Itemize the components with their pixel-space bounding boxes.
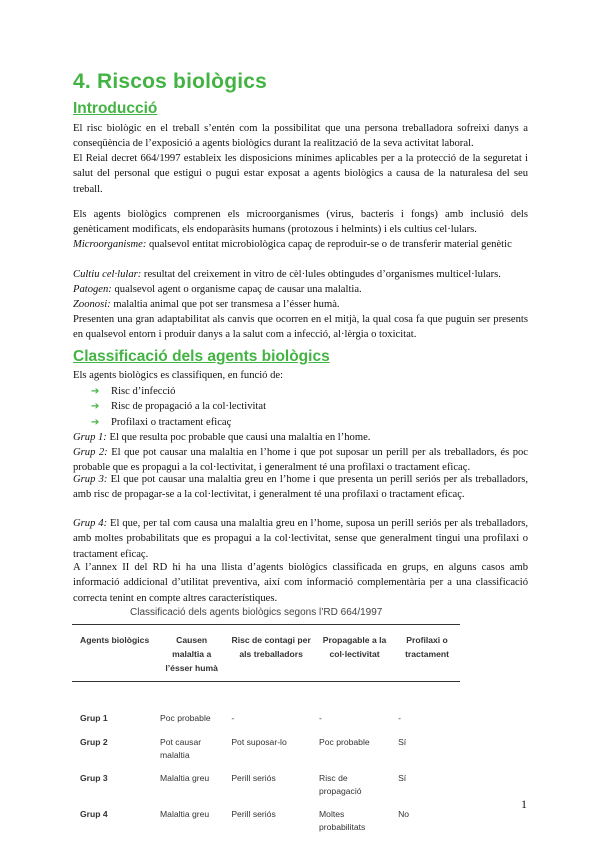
table-row [72, 682, 460, 737]
group-term: Grup 3: [73, 474, 108, 485]
group-term: Grup 1: [73, 432, 107, 443]
definition-term: Patogen: [73, 284, 112, 295]
table-cell: Risc de propagació [319, 773, 362, 796]
table-cell: Perill seriós [231, 773, 276, 783]
column-header: Profilaxi o tractament [405, 635, 450, 659]
table-cell: Malaltia greu [160, 773, 210, 783]
arrow-right-icon: ➔ [91, 386, 100, 397]
column-header: Risc de contagi per als treballadors [231, 635, 311, 659]
group-term: Grup 4: [73, 518, 108, 529]
list-item [91, 415, 266, 430]
definition-text: qualsevol entitat microbiològica capaç de reproduir-se o de transferir material genètic [146, 239, 512, 250]
group-term: Grup 2: [73, 447, 108, 458]
definition-term: Cultiu cel·lular: [73, 269, 142, 280]
intro-paragraph-3: Els agents biològics comprenen els microorganismes (virus, bacteris i fongs) amb inclusió dels genèticament modificats, els endoparàsits humans (protozous i helmints) i els cultius cel·lulars. [73, 209, 528, 236]
table-cell: - [319, 713, 322, 723]
table-cell: Malaltia greu [160, 809, 210, 819]
group-4-description [73, 516, 528, 562]
list-item [91, 399, 266, 414]
table-cell: Pot suposar-lo [231, 737, 287, 747]
criterion-label: Risc d’infecció [111, 386, 176, 397]
table-cell: Moltes probabilitats [319, 809, 366, 832]
definition-text: malaltia animal que pot ser transmesa a l’ésser humà. [110, 299, 340, 310]
table-cell: Perill seriós [231, 809, 276, 819]
table-cell: - [231, 713, 235, 723]
table-header-row [72, 625, 460, 682]
arrow-right-icon: ➔ [91, 416, 100, 428]
intro-paragraph-1: El risc biològic en el treball s’entén com la possibilitat que una persona treballadora sofreixi danys a conseqüència de l’exposició a agents biològics durant la realització de la seva activitat laboral. [73, 123, 528, 150]
annex-paragraph: A l’annex II del RD hi ha una llista d’agents biològics classificada en grups, en alguns casos amb informació addicional d’utilitat preventiva, així com informació complementària per a una classificació correcta tenint en compte altres característiques. [73, 562, 528, 604]
group-text: El que pot causar una malaltia en l’home i que pot suposar un perill per als treballadors, és poc probable que es propagui a la col·lectivitat, i generalment té una profilaxi o tractament eficaç. [73, 447, 529, 474]
table-cell: No [398, 809, 410, 819]
page-number: 1 [521, 797, 527, 811]
criterion-label: Profilaxi o tractament eficaç [111, 416, 232, 428]
classification-table [72, 624, 460, 844]
list-item [91, 384, 266, 399]
group-text: El que, per tal com causa una malaltia greu en l’home, suposa un perill seriós per als treballadors, amb moltes probabilitats que es propagui a la col·lectivitat, sense que generalment tingui una profilaxi o tractament eficaç. [73, 518, 528, 560]
definition-microorganisme [73, 237, 528, 252]
table-cell: Sí [398, 773, 407, 783]
table-cell: Pot causar malaltia [160, 737, 202, 760]
intro-heading: Introducció [73, 100, 158, 117]
group-text: El que resulta poc probable que causi una malaltia en l’home. [106, 432, 371, 443]
classification-heading: Classificació dels agents biològics [73, 348, 330, 365]
intro-paragraph-4: Presenten una gran adaptabilitat als canvis que ocorren en el mitjà, la qual cosa fa que puguin ser presents en qualsevol entorn i produir danys a la salut com a infecció, al·lèrgia o toxicitat. [73, 314, 528, 341]
intro-paragraph-2: El Reial decret 664/1997 estableix les disposicions mínimes aplicables per a la protecció de la seguretat i salut del personal que estigui o pugui estar exposat a agents biològics a causa de la naturalesa del seu treball. [73, 153, 528, 195]
definition-text: resultat del creixement in vitro de cèl·lules obtingudes d’organismes multicel·lulars. [141, 269, 501, 280]
definition-term: Microorganisme: [73, 239, 147, 250]
section-heading: 4. Riscos biològics [73, 70, 268, 93]
table-cell: Grup 3 [80, 773, 108, 783]
criterion-label: Risc de propagació a la col·lectivitat [111, 401, 267, 413]
table-cell: Grup 4 [80, 809, 108, 819]
column-header: Agents biològics [80, 635, 150, 645]
group-3-description [73, 472, 528, 503]
definition-cultiu [73, 267, 528, 282]
table-cell: Sí [398, 737, 407, 747]
table-cell: Poc probable [319, 737, 370, 747]
definition-zoonosi [73, 297, 528, 312]
table-row [72, 772, 460, 808]
table-cell: Grup 1 [80, 713, 108, 723]
definition-text: qualsevol agent o organisme capaç de causar una malaltia. [111, 284, 362, 295]
group-text: El que pot causar una malaltia greu en l’home i que presenta un perill seriós per als treballadors, amb risc de propagar-se a la col·lectivitat, i generalment té una profilaxi o tractament eficaç. [73, 474, 528, 501]
definition-term: Zoonosi: [73, 299, 111, 310]
column-header: Causen malaltia a l’ésser humà [165, 635, 218, 673]
table-row [72, 808, 460, 844]
table-row [72, 736, 460, 772]
figure-title: Classificació dels agents biològics segons l’RD 664/1997 [130, 607, 383, 618]
column-header: Propagable a la col·lectivitat [322, 635, 387, 659]
table-cell: - [398, 713, 401, 723]
group-1-description [73, 430, 528, 445]
definition-patogen [73, 282, 528, 297]
table-cell: Grup 2 [80, 737, 108, 747]
arrow-right-icon: ➔ [91, 401, 100, 413]
table-cell: Poc probable [160, 713, 211, 723]
classification-lead: Els agents biològics es classifiquen, en funció de: [73, 370, 284, 381]
criteria-list [91, 384, 266, 430]
